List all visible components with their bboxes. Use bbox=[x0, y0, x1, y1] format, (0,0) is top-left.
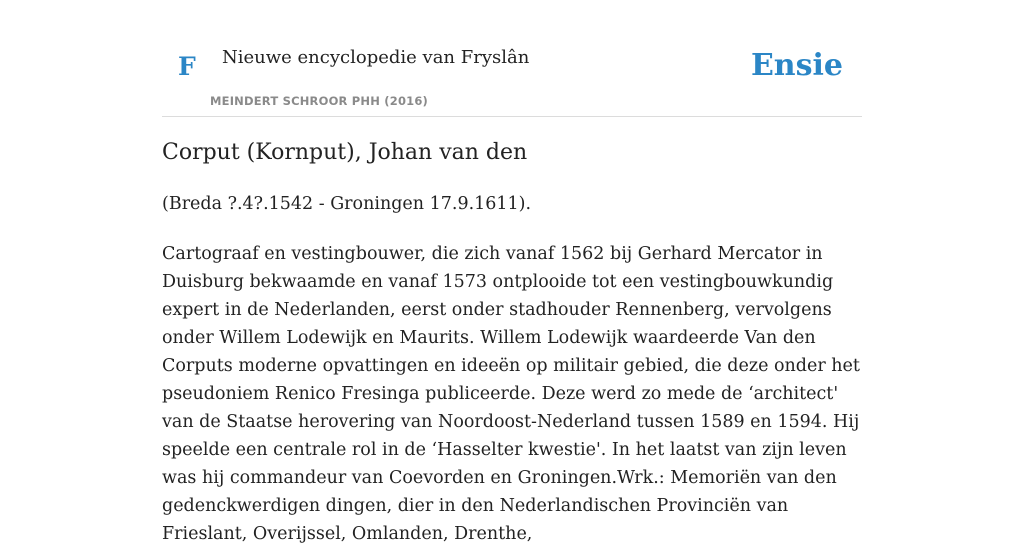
entry-body: Cartograaf en vestingbouwer, die zich vanaf 1562 bij Gerhard Mercator in Duisburg bekwaamde en vanaf 1573 ontplooide tot een vestingbouwkundig expert in de Nederlanden, eerst onder stadhouder Rennenberg, vervolgens onder Willem Lodewijk en Maurits. Willem Lodewijk waardeerde Van den Corputs moderne opvattingen en ideeën op militair gebied, die deze onder het pseudoniem Renico Fresinga publiceerde. Deze werd zo mede de ‘architect' van de Staatse herovering van Noordoost-Nederland tussen 1589 en 1594. Hij speelde een centrale rol in de ‘Hasselter kwestie'. In het laatst van zijn leven was hij commandeur van Coevorden en Groningen.Wrk.: Memoriën van den gedenckwerdigen dingen, dier in den Nederlandischen Provinciën van Frieslant, Overijssel, Omlanden, Drenthe, bbox=[162, 244, 860, 544]
ensie-logo[interactable]: Ensie bbox=[750, 48, 843, 83]
source-logo[interactable]: F bbox=[178, 52, 196, 81]
entry-title: Corput (Kornput), Johan van den bbox=[162, 140, 528, 165]
source-header bbox=[162, 0, 862, 117]
source-title[interactable]: Nieuwe encyclopedie van Fryslân bbox=[222, 47, 530, 68]
entry-dates: (Breda ?.4?.1542 - Groningen 17.9.1611). bbox=[162, 194, 532, 214]
source-author: MEINDERT SCHROOR PHH (2016) bbox=[210, 94, 429, 108]
